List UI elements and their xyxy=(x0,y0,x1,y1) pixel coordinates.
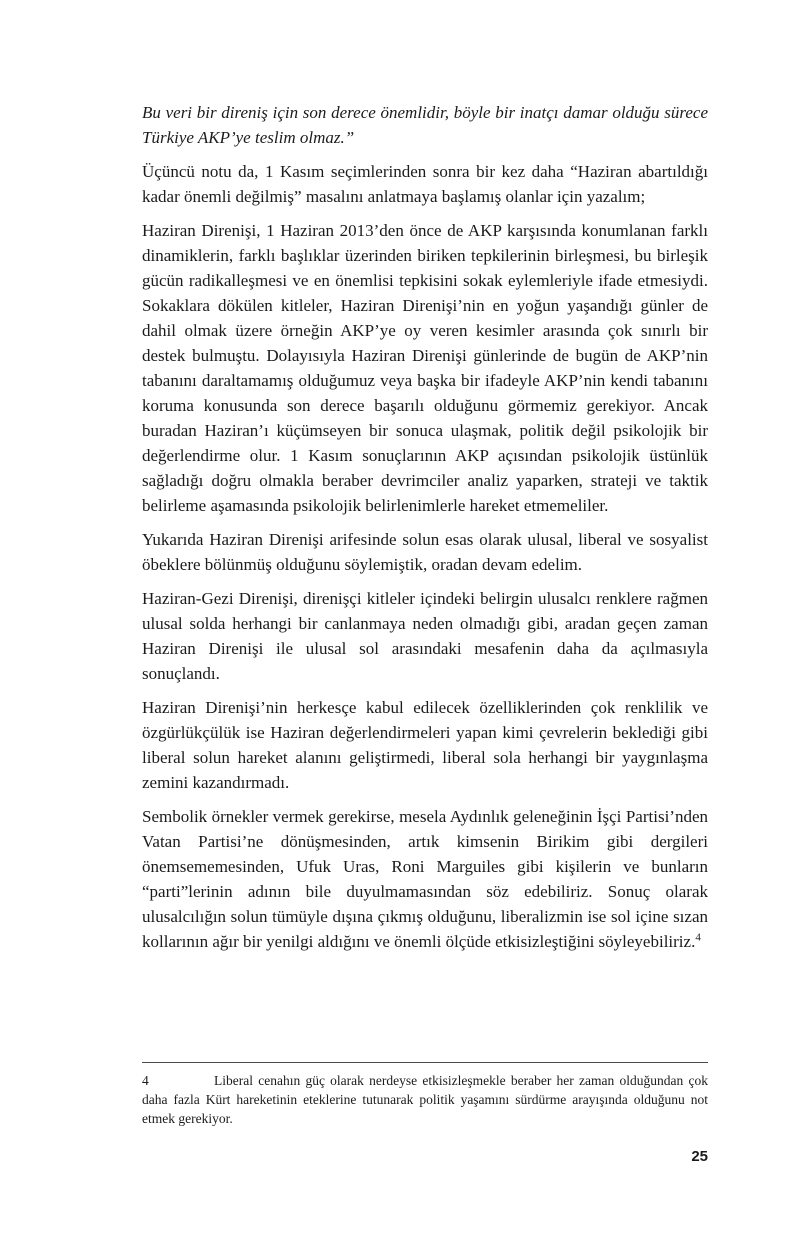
footnote-separator-rule xyxy=(142,1062,708,1063)
footnote-text: Liberal cenahın güç olarak nerdeyse etkisizleşmekle beraber her zaman olduğundan çok daha fazla Kürt hareketinin eteklerine tutunarak politik yaşamını sürdürme arayışında olduğunu not etmek gerekiyor. xyxy=(142,1073,708,1126)
body-paragraph: Üçüncü notu da, 1 Kasım seçimlerinden sonra bir kez daha “Haziran abartıldığı kadar önemli değilmiş” masalını anlatmaya başlamış olanlar için yazalım; xyxy=(142,162,708,206)
footnote xyxy=(142,1071,708,1128)
body-paragraph: Haziran-Gezi Direnişi, direnişçi kitleler içindeki belirgin ulusalcı renklere rağmen ulusal solda herhangi bir canlanmaya neden olmadığı gibi, aradan geçen zaman Haziran Direnişi ile ulusal sol arasındaki mesafenin daha da açılmasıyla sonuçlandı. xyxy=(142,589,708,683)
paragraph-text: Sembolik örnekler vermek gerekirse, mesela Aydınlık geleneğinin İşçi Partisi’nden Vatan Partisi’ne dönüşmesinden, artık kimsenin Birikim gibi dergileri önemsememesinden, Ufuk Uras, Roni Marguiles gibi kişilerin ve bunların “parti”lerinin adının bile duyulmamasından söz edebiliriz. Sonuç olarak ulusalcılığın solun tümüyle dışına çıkmış olduğunu, liberalizmin ise sol içine sızan kollarının ağır bir yenilgi aldığını ve önemli ölçüde etkisizleştiğini söyleyebiliriz. xyxy=(142,807,708,951)
body-paragraph xyxy=(142,804,708,954)
footnote-section xyxy=(142,1062,708,1128)
quote-paragraph: Bu veri bir direniş için son derece önemlidir, böyle bir inatçı damar olduğu sürece Türkiye AKP’ye teslim olmaz.” xyxy=(142,103,708,147)
body-paragraph: Yukarıda Haziran Direnişi arifesinde solun esas olarak ulusal, liberal ve sosyalist öbeklere bölünmüş olduğunu söylemiştik, oradan devam edelim. xyxy=(142,530,708,574)
footnote-marker: 4 xyxy=(142,1073,149,1088)
body-paragraph: Haziran Direnişi, 1 Haziran 2013’den önce de AKP karşısında konumlanan farklı dinamiklerin, farklı başlıklar üzerinden biriken tepkilerinin birleşmesi, bu birleşik gücün radikalleşmesi ve en önemlisi tepkisini sokak eylemleriyle ifade etmesiydi. Sokaklara dökülen kitleler, Haziran Direnişi’nin en yoğun yaşandığı günler de dahil olmak üzere örneğin AKP’ye oy veren kesimler arasında çok sınırlı bir destek bulmuştu. Dolayısıyla Haziran Direnişi günlerinde de bugün de AKP’nin tabanını daraltamamış olduğumuz veya başka bir ifadeyle AKP’nin kendi tabanını koruma konusunda son derece başarılı olduğunu görmemiz gerekiyor. Ancak buradan Haziran’ı küçümseyen bir sonuca ulaşmak, politik değil psikolojik bir değerlendirme olur. 1 Kasım sonuçlarının AKP açısından psikolojik üstünlük sağladığı doğru olmakla beraber devrimciler analiz yaparken, strateji ve taktik belirleme aşamasında psikolojik belirlenimlerle hareket etmemeliler. xyxy=(142,221,708,515)
footnote-reference-mark: 4 xyxy=(695,931,701,944)
body-text-column xyxy=(142,100,708,963)
body-paragraph: Haziran Direnişi’nin herkesçe kabul edilecek özelliklerinden çok renklilik ve özgürlükçülük ise Haziran değerlendirmeleri yapan kimi çevrelerin beklediği gibi liberal solun hareket alanını geliştirmedi, liberal sola herhangi bir yaygınlaşma zemini kazandırmadı. xyxy=(142,698,708,792)
page-number: 25 xyxy=(691,1148,708,1165)
